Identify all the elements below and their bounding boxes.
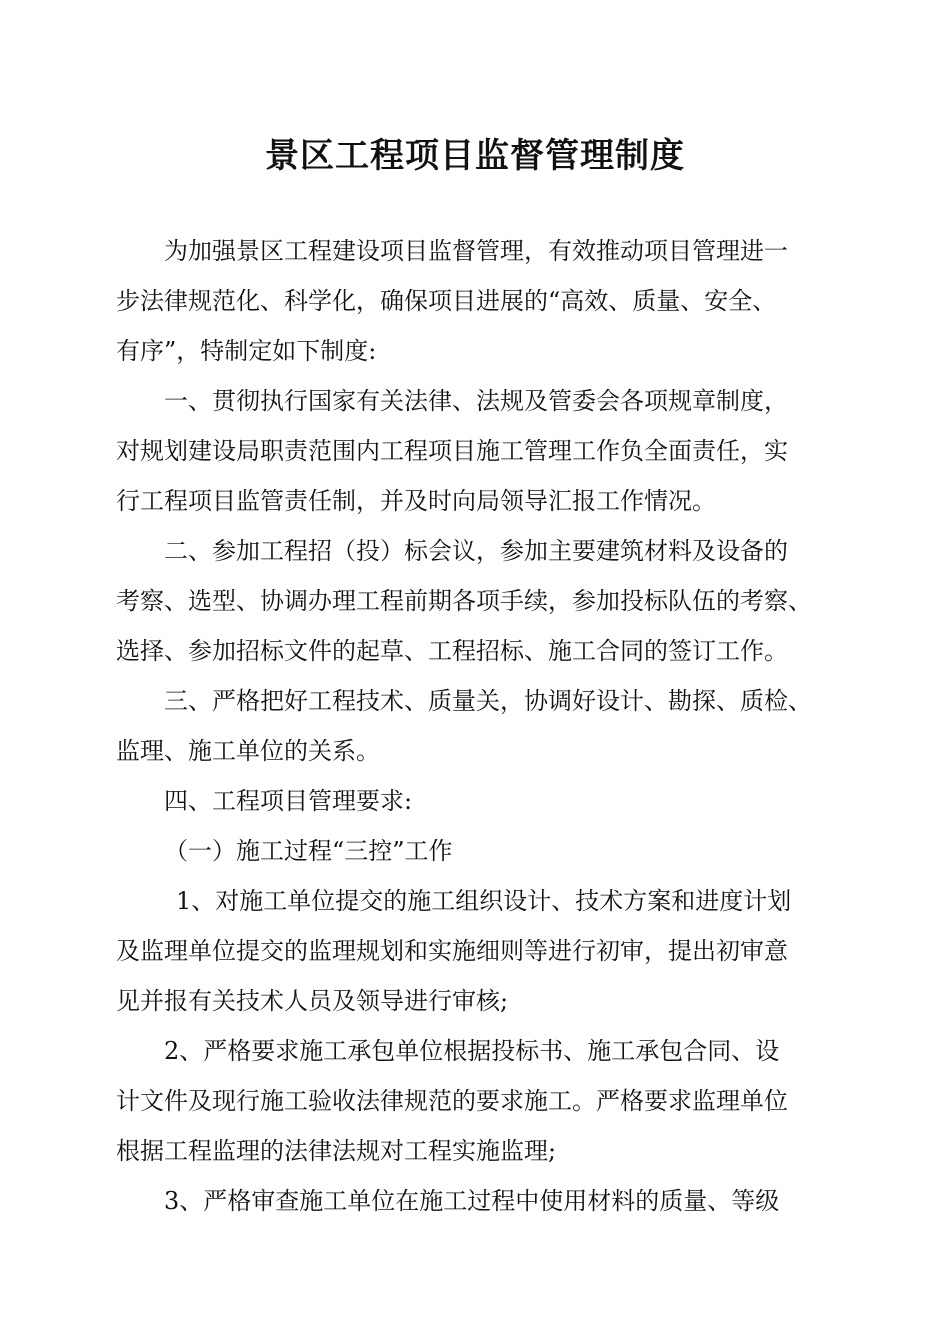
subsection-heading: （一）施工过程“三控”工作 bbox=[164, 837, 453, 865]
paragraph-line: 对规划建设局职责范围内工程项目施工管理工作负全面责任，实 bbox=[116, 437, 788, 465]
paragraph-line: 三、严格把好工程技术、质量关，协调好设计、勘探、质检、 bbox=[164, 687, 812, 715]
paragraph-line: 步法律规范化、科学化，确保项目进展的“高效、质量、安全、 bbox=[116, 287, 777, 315]
paragraph-line: 2、严格要求施工承包单位根据投标书、施工承包合同、设 bbox=[164, 1037, 780, 1065]
paragraph-line: 根据工程监理的法律法规对工程实施监理; bbox=[116, 1137, 557, 1165]
paragraph-line: 及监理单位提交的监理规划和实施细则等进行初审，提出初审意 bbox=[116, 937, 788, 965]
paragraph-line: 行工程项目监管责任制，并及时向局领导汇报工作情况。 bbox=[116, 487, 716, 515]
section-heading: 四、工程项目管理要求: bbox=[164, 787, 413, 815]
paragraph-line: 1、对施工单位提交的施工组织设计、技术方案和进度计划 bbox=[176, 887, 792, 915]
paragraph-line: 有序”，特制定如下制度: bbox=[116, 337, 377, 365]
paragraph-line: 3、严格审查施工单位在施工过程中使用材料的质量、等级 bbox=[164, 1187, 780, 1215]
paragraph-line: 计文件及现行施工验收法律规范的要求施工。严格要求监理单位 bbox=[116, 1087, 788, 1115]
paragraph-line: 监理、施工单位的关系。 bbox=[116, 737, 380, 765]
document-title: 景区工程项目监督管理制度 bbox=[265, 136, 685, 176]
paragraph-line: 一、贯彻执行国家有关法律、法规及管委会各项规章制度， bbox=[164, 387, 788, 415]
paragraph-line: 见并报有关技术人员及领导进行审核; bbox=[116, 987, 509, 1015]
paragraph-line: 为加强景区工程建设项目监督管理，有效推动项目管理进一 bbox=[164, 237, 788, 265]
paragraph-line: 选择、参加招标文件的起草、工程招标、施工合同的签订工作。 bbox=[116, 637, 788, 665]
paragraph-line: 二、参加工程招（投）标会议，参加主要建筑材料及设备的 bbox=[164, 537, 788, 565]
paragraph-line: 考察、选型、协调办理工程前期各项手续，参加投标队伍的考察、 bbox=[116, 587, 812, 615]
